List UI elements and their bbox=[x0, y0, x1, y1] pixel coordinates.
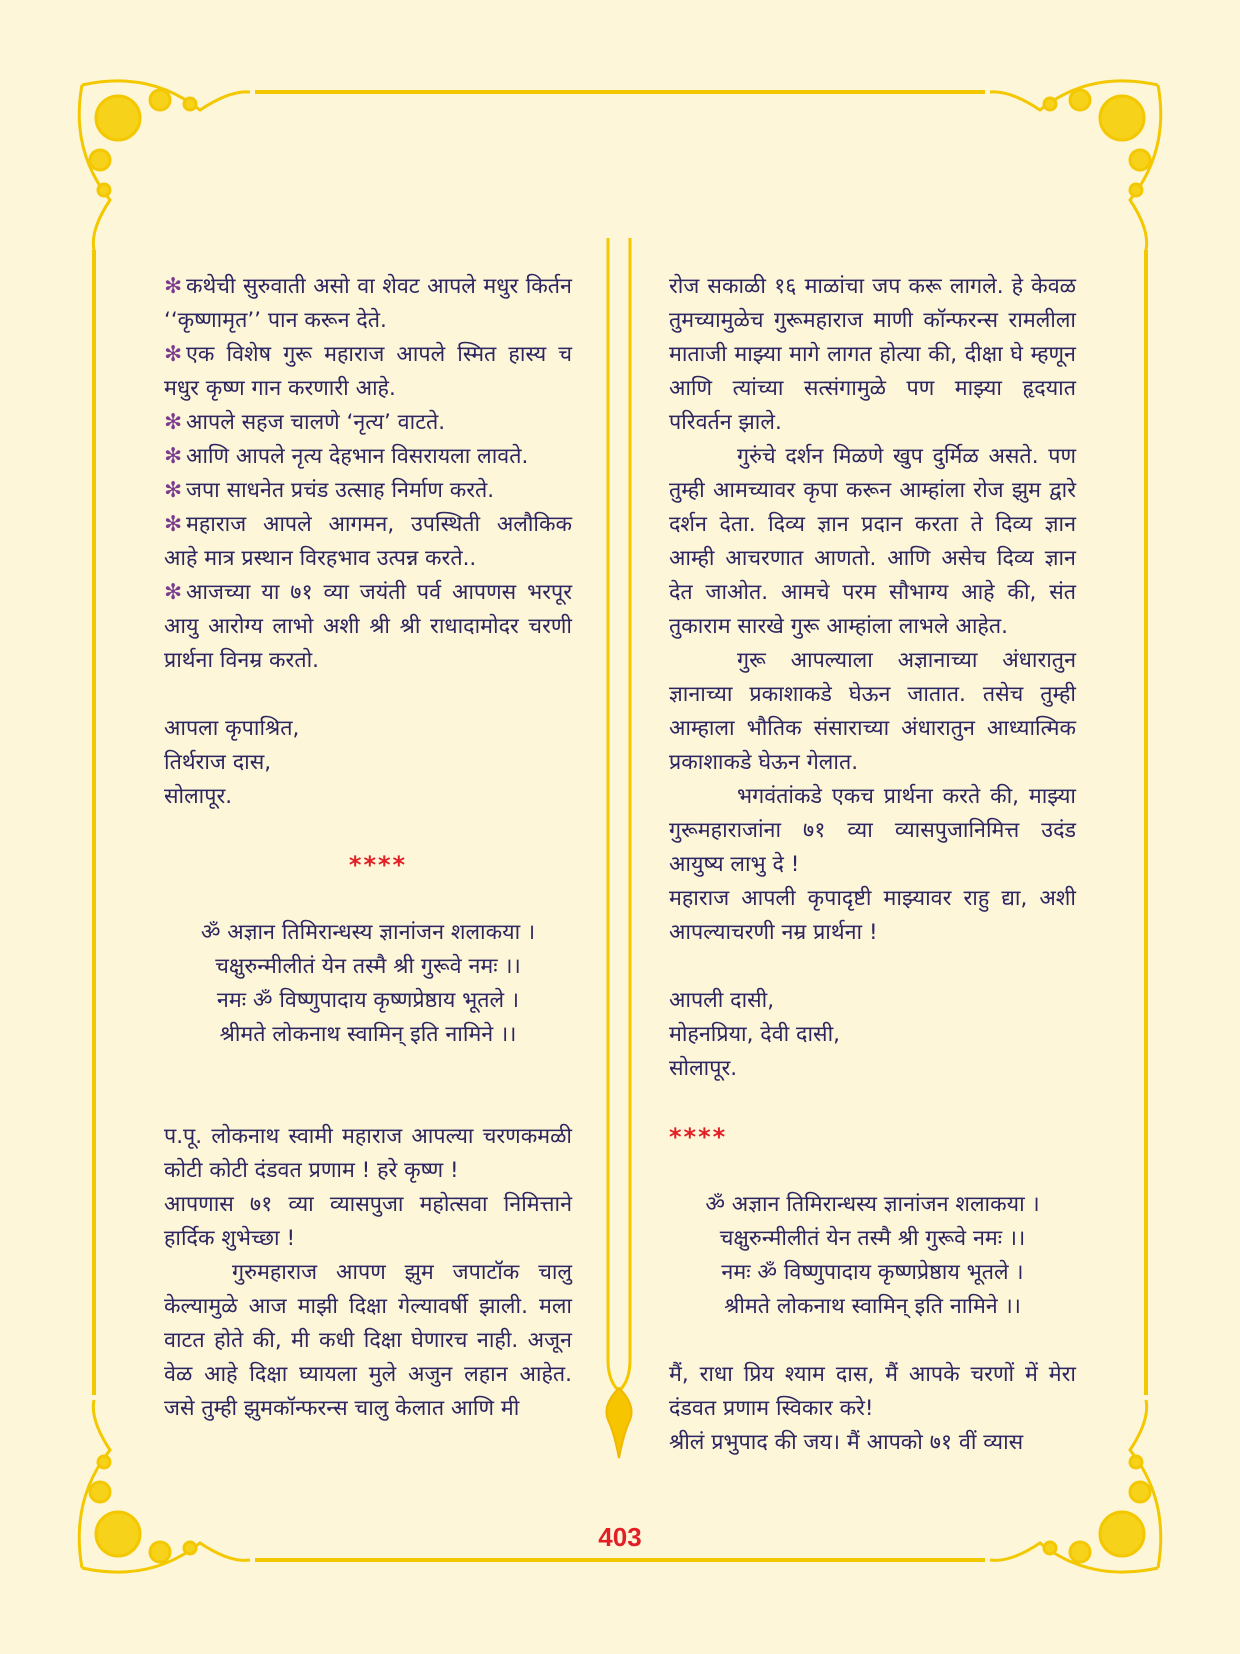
mantra-line: चक्षुरुन्मीलीतं येन तस्मै श्री गुरूवे नमः ।। bbox=[215, 954, 521, 979]
mantra-line: श्रीमते लोकनाथ स्वामिन् इति नामिने ।। bbox=[724, 1294, 1021, 1319]
corner-ornament-top-left bbox=[79, 81, 250, 250]
section-separator: **** bbox=[669, 1123, 728, 1151]
bullet-item: ✻ जपा साधनेत प्रचंड उत्साह निर्माण करते. bbox=[164, 478, 495, 503]
paragraph: रोज सकाळी १६ माळांचा जप करू लागले. हे केवळ तुमच्यामुळेच गुरूमहाराज माणी कॉन्फरन्स रामलीला माताजी माझ्या मागे लागत होत्या की, दीक्षा घे म्हणून आणि त्यांच्या सत्संगामुळे पण माझ्या हृदयात परिवर्तन झाले. bbox=[669, 274, 1076, 435]
paragraph: महाराज आपली कृपादृष्टी माझ्यावर राहु द्या, अशी आपल्याचरणी नम्र प्रार्थना ! bbox=[669, 886, 1076, 945]
mantra-line: श्रीमते लोकनाथ स्वामिन् इति नामिने ।। bbox=[219, 1022, 517, 1047]
asterisk-icon: ✻ bbox=[164, 444, 183, 469]
mantra-line: चक्षुरुन्मीलीतं येन तस्मै श्री गुरूवे नमः ।। bbox=[719, 1226, 1026, 1251]
center-divider bbox=[608, 238, 630, 1390]
asterisk-icon: ✻ bbox=[164, 410, 183, 435]
spacer bbox=[164, 678, 572, 712]
guru-mantra bbox=[669, 1188, 1076, 1324]
mantra-line: ॐ अज्ञान तिमिरान्धस्य ज्ञानांजन शलाकया । bbox=[705, 1192, 1040, 1217]
signature-line: आपली दासी, bbox=[669, 988, 775, 1013]
left-column bbox=[164, 270, 572, 1426]
asterisk-icon: ✻ bbox=[164, 580, 183, 605]
bullet-item: ✻ महाराज आपले आगमन, उपस्थिती अलौकिक आहे मात्र प्रस्थान विरहभाव उत्पन्न करते.. bbox=[164, 512, 572, 571]
section-separator: **** bbox=[348, 851, 408, 879]
spacer bbox=[164, 882, 572, 916]
corner-ornament-top-right bbox=[990, 81, 1161, 250]
paragraph: आपणास ७१ व्या व्यासपुजा महोत्सवा निमित्ताने हार्दिक शुभेच्छा ! bbox=[164, 1192, 572, 1251]
bullet-item: ✻ आजच्या या ७१ व्या जयंती पर्व आपणस भरपूर आयु आरोग्य लाभो अशी श्री श्री राधादामोदर चरणी प्रार्थना विनम्र करतो. bbox=[164, 580, 572, 673]
spacer bbox=[669, 950, 1076, 984]
paragraph: भगवंतांकडे एकच प्रार्थना करते की, माझ्या गुरूमहाराजांना ७१ व्या व्यासपुजानिमित्त उदंड आयुष्य लाभु दे ! bbox=[669, 784, 1076, 877]
paragraph: गुरुमहाराज आपण झुम जपाटॉक चालु केल्यामुळे आज माझी दिक्षा गेल्यावर्षी झाली. मला वाटत होते की, मी कधी दिक्षा घेणारच नाही. अजून वेळ आहे दिक्षा घ्यायला मुले अजुन लहान आहेत. जसे तुम्ही झुमकॉन्फरन्स चालु केलात आणि मी bbox=[164, 1260, 572, 1421]
mantra-line: ॐ अज्ञान तिमिरान्धस्य ज्ञानांजन शलाकया । bbox=[200, 920, 536, 945]
signature-line: तिर्थराज दास, bbox=[164, 750, 272, 775]
bullet-item: ✻ एक विशेष गुरू महाराज आपले स्मित हास्य च मधुर कृष्ण गान करणारी आहे. bbox=[164, 342, 572, 401]
spacer bbox=[669, 1086, 1076, 1120]
signature-line: सोलापूर. bbox=[164, 784, 233, 809]
mantra-line: नमः ॐ विष्णुपादाय कृष्णप्रेष्ठाय भूतले । bbox=[216, 988, 520, 1013]
asterisk-icon: ✻ bbox=[164, 512, 183, 537]
bullet-item: ✻ आणि आपले नृत्य देहभान विसरायला लावते. bbox=[164, 444, 529, 469]
spacer bbox=[164, 814, 572, 848]
asterisk-icon: ✻ bbox=[164, 274, 183, 299]
spacer bbox=[669, 1154, 1076, 1188]
signature-line: मोहनप्रिया, देवी दासी, bbox=[669, 1022, 840, 1047]
paragraph: प.पू. लोकनाथ स्वामी महाराज आपल्या चरणकमळी कोटी कोटी दंडवत प्रणाम ! हरे कृष्ण ! bbox=[164, 1124, 572, 1183]
mantra-line: नमः ॐ विष्णुपादाय कृष्णप्रेष्ठाय भूतले । bbox=[721, 1260, 1024, 1285]
bullet-item: ✻ कथेची सुरुवाती असो वा शेवट आपले मधुर किर्तन ‘‘कृष्णामृत’’ पान करून देते. bbox=[164, 274, 572, 333]
paragraph: मैं, राधा प्रिय श्याम दास, मैं आपके चरणों में मेरा दंडवत प्रणाम स्विकार करे! bbox=[669, 1362, 1076, 1421]
asterisk-icon: ✻ bbox=[164, 478, 183, 503]
signature-line: सोलापूर. bbox=[669, 1056, 738, 1081]
bullet-item: ✻ आपले सहज चालणे ‘नृत्य’ वाटते. bbox=[164, 410, 446, 435]
asterisk-icon: ✻ bbox=[164, 342, 183, 367]
spacer bbox=[164, 1052, 572, 1086]
divider-tip-ornament bbox=[606, 1388, 631, 1458]
guru-mantra bbox=[164, 916, 572, 1052]
paragraph: गुरू आपल्याला अज्ञानाच्या अंधारातुन ज्ञानाच्या प्रकाशाकडे घेऊन जातात. तसेच तुम्ही आम्हाला भौतिक संसाराच्या अंधारातुन आध्यात्मिक प्रकाशाकडे घेऊन गेलात. bbox=[669, 648, 1076, 775]
paragraph: श्रीलं प्रभुपाद की जय। मैं आपको ७१ वीं व्यास bbox=[669, 1430, 1024, 1455]
right-column bbox=[669, 270, 1076, 1460]
spacer bbox=[669, 1324, 1076, 1358]
signature-line: आपला कृपाश्रित, bbox=[164, 716, 300, 741]
paragraph: गुरुंचे दर्शन मिळणे खुप दुर्मिळ असते. पण तुम्ही आमच्यावर कृपा करून आम्हांला रोज झुम द्वारे दर्शन देता. दिव्य ज्ञान प्रदान करता ते दिव्य ज्ञान आम्ही आचरणात आणतो. आणि असेच दिव्य ज्ञान देत जाओत. आमचे परम सौभाग्य आहे की, संत तुकाराम सारखे गुरू आम्हांला लाभले आहेत. bbox=[669, 444, 1076, 639]
page-number: 403 bbox=[598, 1522, 642, 1552]
spacer bbox=[164, 1086, 572, 1120]
